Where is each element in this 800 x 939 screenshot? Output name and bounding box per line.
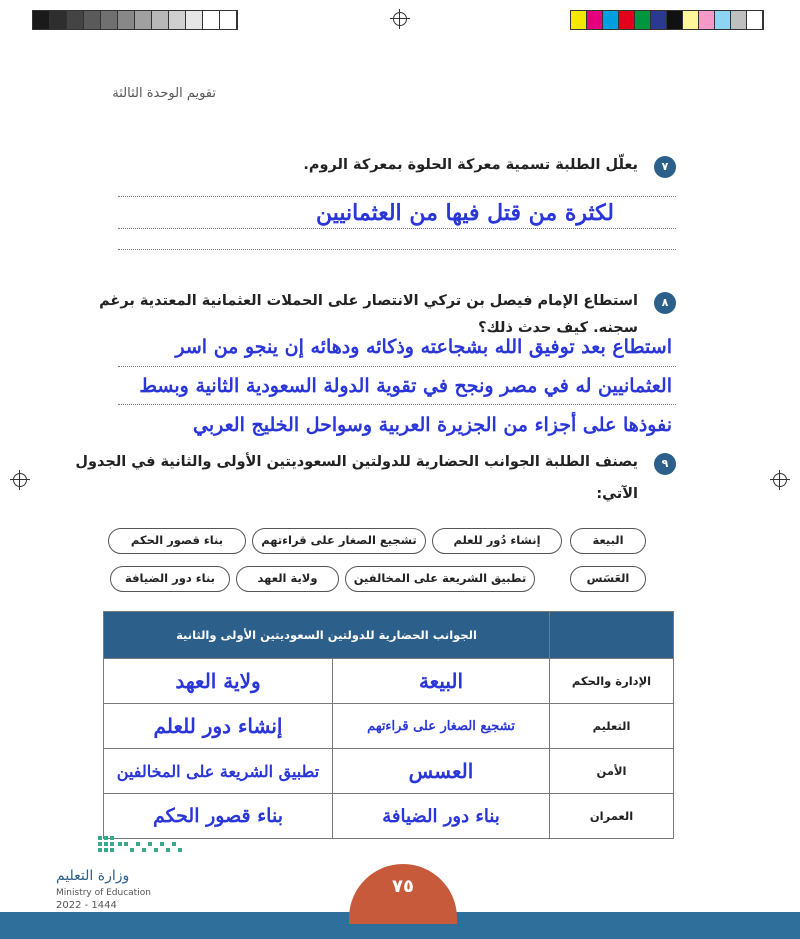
ministry-logo-icon: [96, 832, 188, 862]
civilization-aspects-table: [103, 611, 674, 839]
table-header: الجوانب الحضارية للدولتين السعوديتين الأولى والثانية: [104, 612, 550, 659]
answer-cell: العسس: [333, 749, 550, 794]
answer-cell: بناء قصور الحكم: [104, 794, 333, 839]
question-7-answer: لكثرة من قتل فيها من العثمانيين: [316, 200, 614, 226]
answer-cell: ولاية العهد: [104, 659, 333, 704]
row-label: العمران: [550, 794, 674, 839]
table-corner-cell: [550, 612, 674, 659]
ministry-name-en: Ministry of Education: [56, 888, 151, 898]
question-number-badge: ٧: [654, 156, 676, 178]
question-9-text-line2: الآتي:: [596, 486, 638, 502]
word-bank-pill: بناء قصور الحكم: [108, 528, 246, 554]
answer-line: [118, 228, 676, 229]
question-9-text-line1: يصنف الطلبة الجوانب الحضارية للدولتين السعوديتين الأولى والثانية في الجدول: [75, 454, 638, 470]
answer-line: [118, 249, 676, 250]
row-label: الأمن: [550, 749, 674, 794]
answer-line: [118, 404, 676, 405]
edition-year: 2022 - 1444: [56, 900, 117, 911]
word-bank-pill: العَسَس: [570, 566, 646, 592]
row-label: التعليم: [550, 704, 674, 749]
word-bank-pill: بناء دور الضيافة: [110, 566, 230, 592]
registration-mark-icon: [13, 473, 27, 487]
word-bank-pill: ولاية العهد: [236, 566, 339, 592]
question-number-badge: ٩: [654, 453, 676, 475]
word-bank-pill: البيعة: [570, 528, 646, 554]
answer-cell: إنشاء دور للعلم: [104, 704, 333, 749]
ministry-name-ar: وزارة التعليم: [56, 868, 130, 884]
registration-mark-icon: [393, 12, 407, 26]
table-row: [104, 749, 674, 794]
answer-cell: تطبيق الشريعة على المخالفين: [104, 749, 333, 794]
unit-review-header: تقويم الوحدة الثالثة: [112, 86, 216, 101]
color-calibration-bar: [570, 10, 764, 30]
answer-line: [118, 196, 676, 197]
table-row: [104, 659, 674, 704]
answer-cell: البيعة: [333, 659, 550, 704]
answer-cell: تشجيع الصغار على قراءتهم: [333, 704, 550, 749]
answer-cell: بناء دور الضيافة: [333, 794, 550, 839]
table-row: [104, 704, 674, 749]
word-bank-pill: تطبيق الشريعة على المخالفين: [345, 566, 535, 592]
page-number: ٧٥: [392, 876, 414, 897]
word-bank-pill: تشجيع الصغار على قراءتهم: [252, 528, 426, 554]
question-7-text: يعلّل الطلبة تسمية معركة الحلوة بمعركة الروم.: [303, 157, 638, 173]
word-bank-pill: إنشاء دُور للعلم: [432, 528, 562, 554]
question-8-answer-line2: العثمانيين له في مصر ونجح في تقوية الدولة السعودية الثانية وبسط: [139, 375, 672, 397]
answer-line: [118, 366, 676, 367]
question-8-text-line1: استطاع الإمام فيصل بن تركي الانتصار على الحملات العثمانية المعتدية برغم: [99, 293, 638, 309]
question-8-answer-line3: نفوذها على أجزاء من الجزيرة العربية وسواحل الخليج العربي: [193, 414, 672, 436]
question-number-badge: ٨: [654, 292, 676, 314]
question-8-text-line2: سجنه. كيف حدث ذلك؟: [478, 320, 638, 336]
question-8-answer-line1: استطاع بعد توفيق الله بشجاعته وذكائه ودهائه إن ينجو من اسر: [175, 336, 672, 358]
registration-mark-icon: [773, 473, 787, 487]
table-row: [104, 794, 674, 839]
row-label: الإدارة والحكم: [550, 659, 674, 704]
grayscale-calibration-bar: [32, 10, 238, 30]
